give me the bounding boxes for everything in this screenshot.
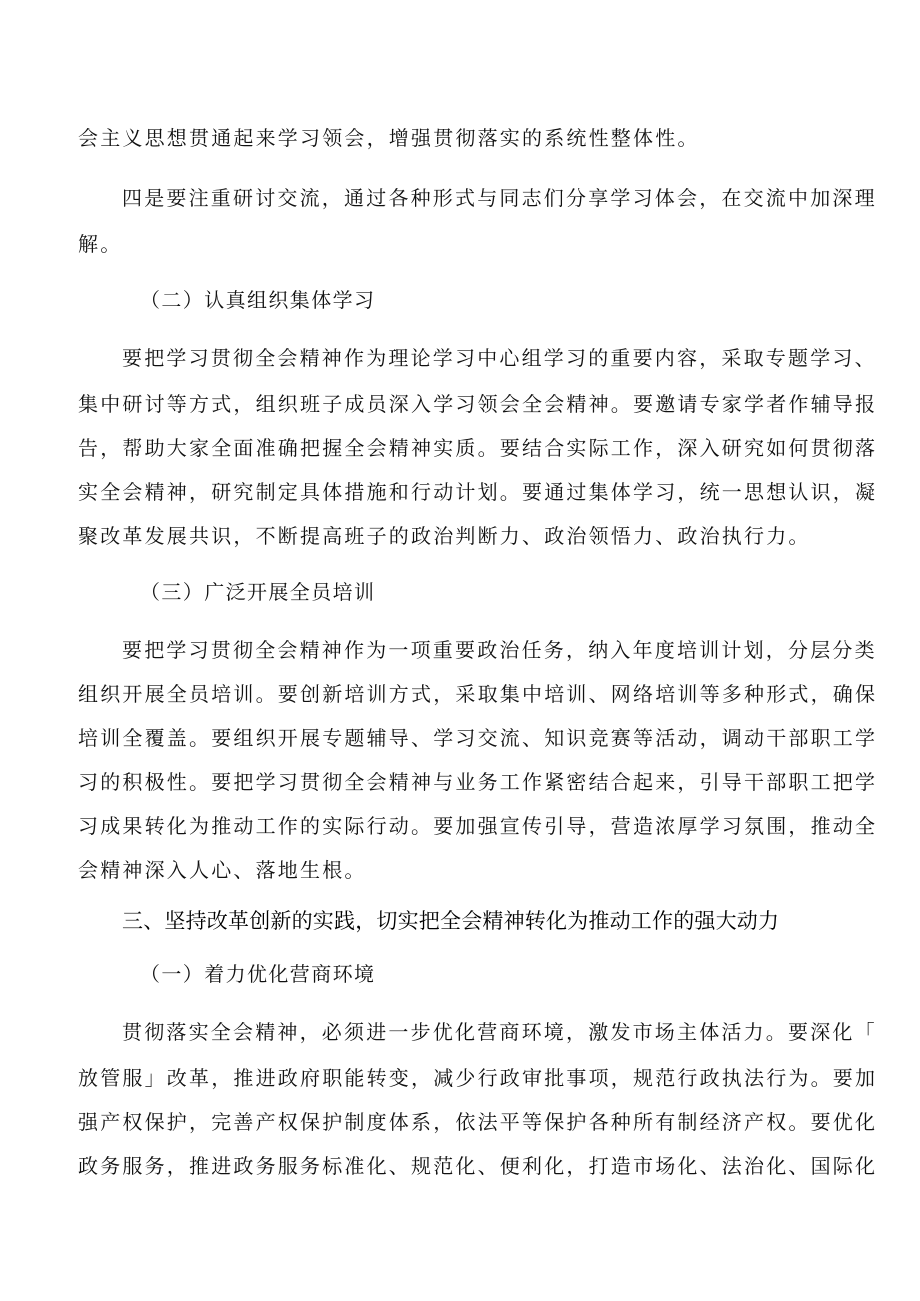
section-heading: 三、坚持改革创新的实践，切实把全会精神转化为推动工作的强大动力 <box>122 909 780 933</box>
paragraph-line: 习成果转化为推动工作的实际行动。要加强宣传引导，营造浓厚学习氛围，推动全 <box>78 814 878 838</box>
paragraph-line: 培训全覆盖。要组织开展专题辅导、学习交流、知识竞赛等活动，调动干部职工学 <box>78 726 878 750</box>
paragraph-line: 会精神深入人心、落地生根。 <box>78 858 367 882</box>
paragraph-line: 政务服务，推进政务服务标准化、规范化、便利化，打造市场化、法治化、国际化 <box>78 1154 878 1178</box>
paragraph-line: 要把学习贯彻全会精神作为一项重要政治任务，纳入年度培训计划，分层分类 <box>122 638 877 662</box>
paragraph-line: 集中研讨等方式，组织班子成员深入学习领会全会精神。要邀请专家学者作辅导报 <box>78 392 878 416</box>
paragraph-line: 会主义思想贯通起来学习领会，增强贯彻落实的系统性整体性。 <box>78 126 700 150</box>
paragraph-line: 习的积极性。要把学习贯彻全会精神与业务工作紧密结合起来，引导干部职工把学 <box>78 770 878 794</box>
sub-heading: （三）广泛开展全员培训 <box>140 580 376 604</box>
paragraph-line: 四是要注重研讨交流，通过各种形式与同志们分享学习体会，在交流中加深理 <box>122 186 877 210</box>
sub-heading: （二）认真组织集体学习 <box>140 288 376 312</box>
paragraph-line: 聚改革发展共识，不断提高班子的政治判断力、政治领悟力、政治执行力。 <box>78 524 811 548</box>
paragraph-line: 告，帮助大家全面准确把握全会精神实质。要结合实际工作，深入研究如何贯彻落 <box>78 436 878 460</box>
paragraph-line: 组织开展全员培训。要创新培训方式，采取集中培训、网络培训等多种形式，确保 <box>78 682 878 706</box>
sub-heading: （一）着力优化营商环境 <box>140 962 376 986</box>
paragraph-line: 放管服」改革，推进政府职能转变，减少行政审批事项，规范行政执法行为。要加 <box>78 1066 878 1090</box>
paragraph-line: 要把学习贯彻全会精神作为理论学习中心组学习的重要内容，采取专题学习、 <box>122 346 877 370</box>
paragraph-line: 实全会精神，研究制定具体措施和行动计划。要通过集体学习，统一思想认识，凝 <box>78 480 878 504</box>
paragraph-line: 解。 <box>78 232 123 256</box>
paragraph-line: 强产权保护，完善产权保护制度体系，依法平等保护各种所有制经济产权。要优化 <box>78 1110 878 1134</box>
paragraph-line: 贯彻落实全会精神，必须进一步优化营商环境，激发市场主体活力。要深化「 <box>122 1020 877 1044</box>
